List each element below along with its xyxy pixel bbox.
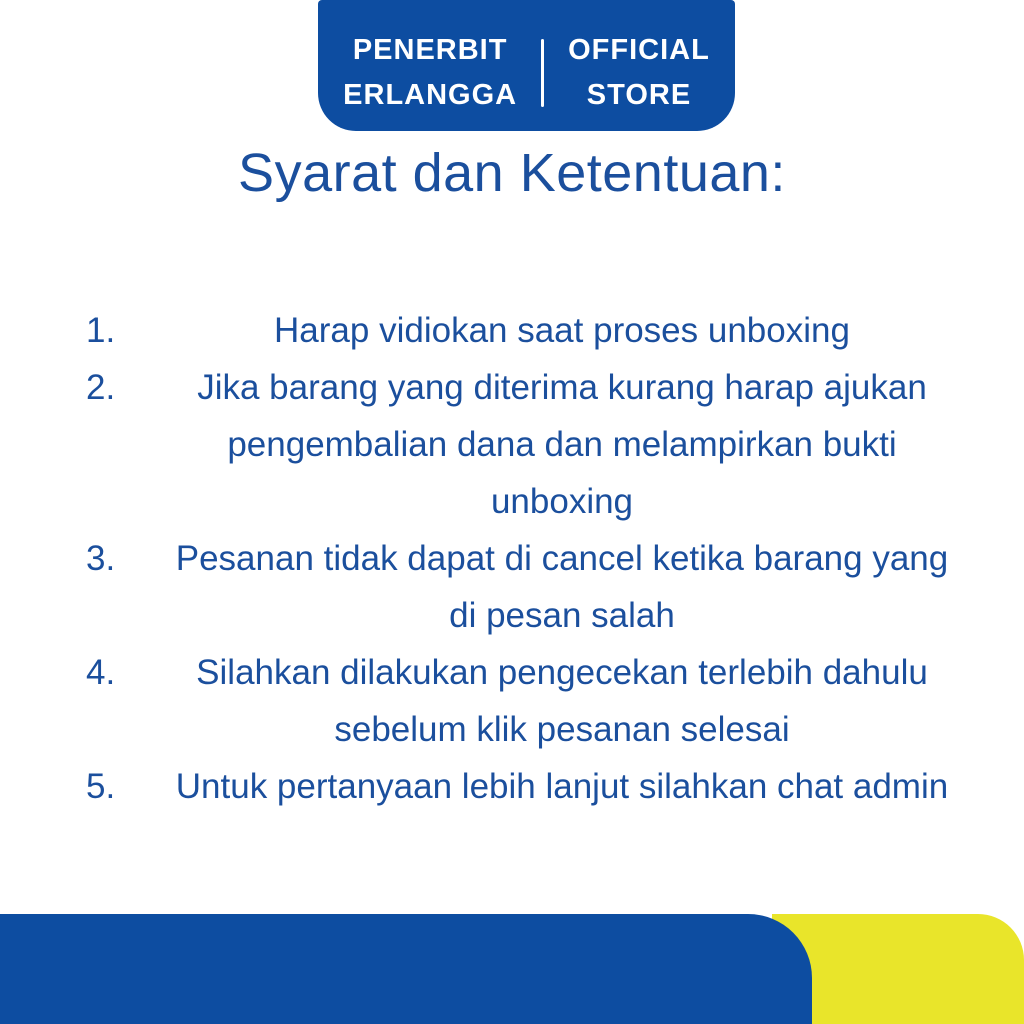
term-item-number: 3.	[86, 539, 116, 578]
store-badge	[318, 0, 735, 131]
term-item-number: 4.	[86, 653, 116, 692]
term-item	[86, 359, 980, 530]
page-title: Syarat dan Ketentuan:	[238, 143, 786, 203]
badge-store-line1: OFFICIAL	[568, 33, 710, 66]
term-item	[86, 644, 980, 758]
term-line: sebelum klik pesanan selesai	[334, 710, 790, 749]
badge-divider	[541, 39, 544, 107]
term-line: Untuk pertanyaan lebih lanjut silahkan chat admin	[175, 767, 949, 806]
term-item	[86, 758, 980, 815]
term-line: Silahkan dilakukan pengecekan terlebih dahulu	[196, 653, 928, 692]
term-item-text	[144, 302, 980, 359]
term-item-text	[144, 644, 980, 758]
terms-list	[86, 302, 980, 815]
term-item	[86, 530, 980, 644]
term-item-text	[144, 359, 980, 530]
term-item-text	[144, 530, 980, 644]
term-item-number: 2.	[86, 368, 116, 407]
term-item	[86, 302, 980, 359]
term-line: Pesanan tidak dapat di cancel ketika barang yang	[175, 539, 949, 578]
term-item-number: 1.	[86, 311, 116, 350]
term-line: Jika barang yang diterima kurang harap ajukan	[197, 368, 927, 407]
term-line: Harap vidiokan saat proses unboxing	[274, 311, 850, 350]
term-item-text	[144, 758, 980, 815]
badge-publisher-line1: PENERBIT	[352, 33, 508, 66]
badge-publisher-name	[343, 28, 517, 118]
footer-blue-bar	[0, 914, 812, 1024]
term-line: pengembalian dana dan melampirkan bukti	[227, 425, 897, 464]
term-line: unboxing	[490, 482, 634, 521]
badge-store-label	[568, 28, 710, 118]
term-line: di pesan salah	[449, 596, 675, 635]
term-item-number: 5.	[86, 767, 116, 806]
badge-store-line2: STORE	[586, 78, 692, 111]
badge-publisher-line2: ERLANGGA	[343, 78, 518, 111]
